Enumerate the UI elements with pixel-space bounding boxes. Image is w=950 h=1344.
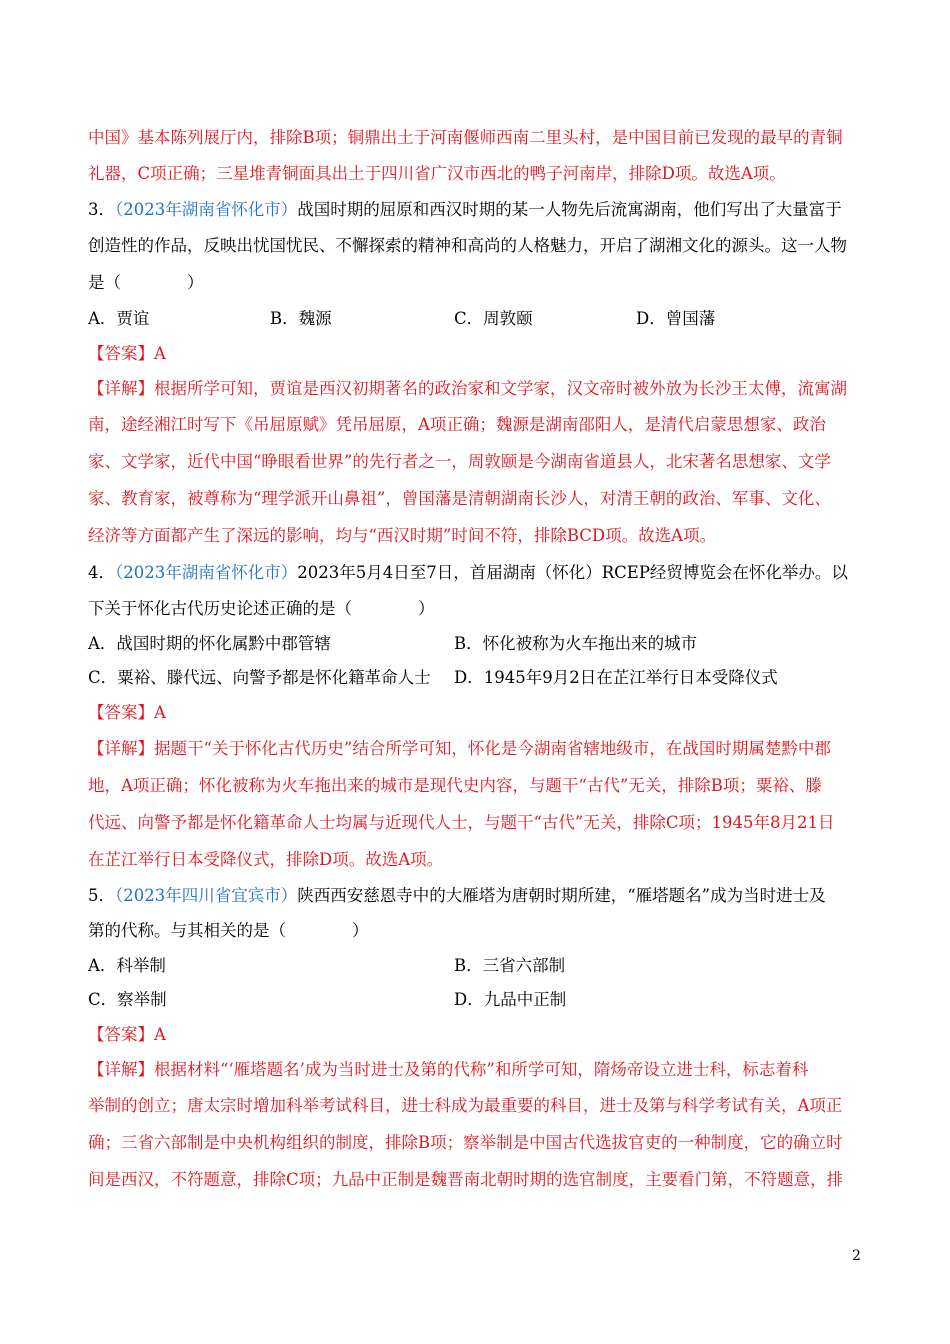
answer-label: 【答案】A xyxy=(88,1025,166,1044)
detail-line: 代远、向警予都是怀化籍革命人士均属与近现代人士，与题干“古代”无关，排除C项；1945年8月21日 xyxy=(88,813,835,832)
detail-line: 家、教育家，被尊称为“理学派开山鼻祖”，曾国藩是清朝湖南长沙人，对清王朝的政治、军事、文化、 xyxy=(88,489,831,508)
question-source: （2023年四川省宜宾市） xyxy=(115,886,298,905)
detail-line: 【详解】据题干“关于怀化古代历史”结合所学可知，怀化是今湖南省辖地级市，在战国时期属楚黔中郡 xyxy=(88,739,831,758)
question-text: 是（ ） xyxy=(88,273,204,292)
question-text: 创造性的作品，反映出忧国忧民、不懈探索的精神和高尚的人格魅力，开启了湖湘文化的源头。这一人物 xyxy=(88,236,847,255)
detail-line: 间是西汉，不符题意，排除C项；九品中正制是魏晋南北朝时期的选官制度，主要看门第，不符题意，排 xyxy=(88,1170,844,1189)
option-a: A．科举制 xyxy=(88,956,166,975)
question-3-stem xyxy=(88,198,842,222)
option-b: B．怀化被称为火车拖出来的城市 xyxy=(454,634,698,653)
question-4-stem xyxy=(88,561,848,585)
option-d: D．九品中正制 xyxy=(454,990,567,1009)
detail-line: 确；三省六部制是中央机构组织的制度，排除B项；察举制是中国古代选拔官吏的一种制度，它的确立时 xyxy=(88,1133,843,1152)
option-a: A．贾谊 xyxy=(88,309,150,328)
detail-line: 【详解】根据材料“‘雁塔题名’成为当时进士及第的代称”和所学可知，隋炀帝设立进士科，标志着科 xyxy=(88,1060,809,1079)
question-source: （2023年湖南省怀化市） xyxy=(115,200,298,219)
detail-line: 经济等方面都产生了深远的影响，均与“西汉时期”时间不符，排除BCD项。故选A项。 xyxy=(88,526,717,545)
option-c: C．察举制 xyxy=(88,990,167,1009)
detail-line: 地，A项正确；怀化被称为火车拖出来的城市是现代史内容，与题干“古代”无关，排除B项；粟裕、滕 xyxy=(88,776,822,795)
question-text: 2023年5月4日至7日，首届湖南（怀化）RCEP经贸博览会在怀化举办。以 xyxy=(297,563,848,582)
option-a: A．战国时期的怀化属黔中郡管辖 xyxy=(88,634,331,653)
detail-line: 【详解】根据所学可知，贾谊是西汉初期著名的政治家和文学家，汉文帝时被外放为长沙王太傅，流寓湖 xyxy=(88,379,847,398)
option-c: C．周敦颐 xyxy=(454,309,533,328)
question-number: 4． xyxy=(88,563,115,582)
detail-line: 南，途经湘江时写下《吊屈原赋》凭吊屈原，A项正确；魏源是湖南邵阳人，是清代启蒙思想家、政治 xyxy=(88,415,826,434)
prev-explanation-line: 礼器，C项正确；三星堆青铜面具出土于四川省广汉市西北的鸭子河南岸，排除D项。故选A项。 xyxy=(88,164,786,183)
answer-label: 【答案】A xyxy=(88,344,166,363)
page-number: 2 xyxy=(852,1248,861,1264)
question-source: （2023年湖南省怀化市） xyxy=(115,563,298,582)
question-number: 5． xyxy=(88,886,115,905)
option-b: B．三省六部制 xyxy=(454,956,566,975)
detail-line: 在芷江举行日本受降仪式，排除D项。故选A项。 xyxy=(88,850,444,869)
detail-line: 举制的创立；唐太宗时增加科举考试科目，进士科成为最重要的科目，进士及第与科学考试有关，A项正 xyxy=(88,1096,843,1115)
question-5-stem xyxy=(88,884,826,908)
option-c: C．粟裕、滕代远、向警予都是怀化籍革命人士 xyxy=(88,668,431,687)
question-number: 3． xyxy=(88,200,115,219)
question-text: 第的代称。与其相关的是（ ） xyxy=(88,921,369,940)
detail-line: 家、文学家，近代中国“睁眼看世界”的先行者之一，周敦颐是今湖南省道县人，北宋著名思想家、文学 xyxy=(88,452,831,471)
prev-explanation-line: 中国》基本陈列展厅内，排除B项；铜鼎出土于河南偃师西南二里头村，是中国目前已发现的最早的青铜 xyxy=(88,128,843,147)
question-text: 陕西西安慈恩寺中的大雁塔为唐朝时期所建，“雁塔题名”成为当时进士及 xyxy=(297,886,826,905)
question-text: 战国时期的屈原和西汉时期的某一人物先后流寓湖南，他们写出了大量富于 xyxy=(297,200,842,219)
option-b: B．魏源 xyxy=(270,309,332,328)
option-d: D．曾国藩 xyxy=(636,309,716,328)
question-text: 下关于怀化古代历史论述正确的是（ ） xyxy=(88,599,435,618)
option-d: D．1945年9月2日在芷江举行日本受降仪式 xyxy=(454,668,778,687)
answer-label: 【答案】A xyxy=(88,703,166,722)
